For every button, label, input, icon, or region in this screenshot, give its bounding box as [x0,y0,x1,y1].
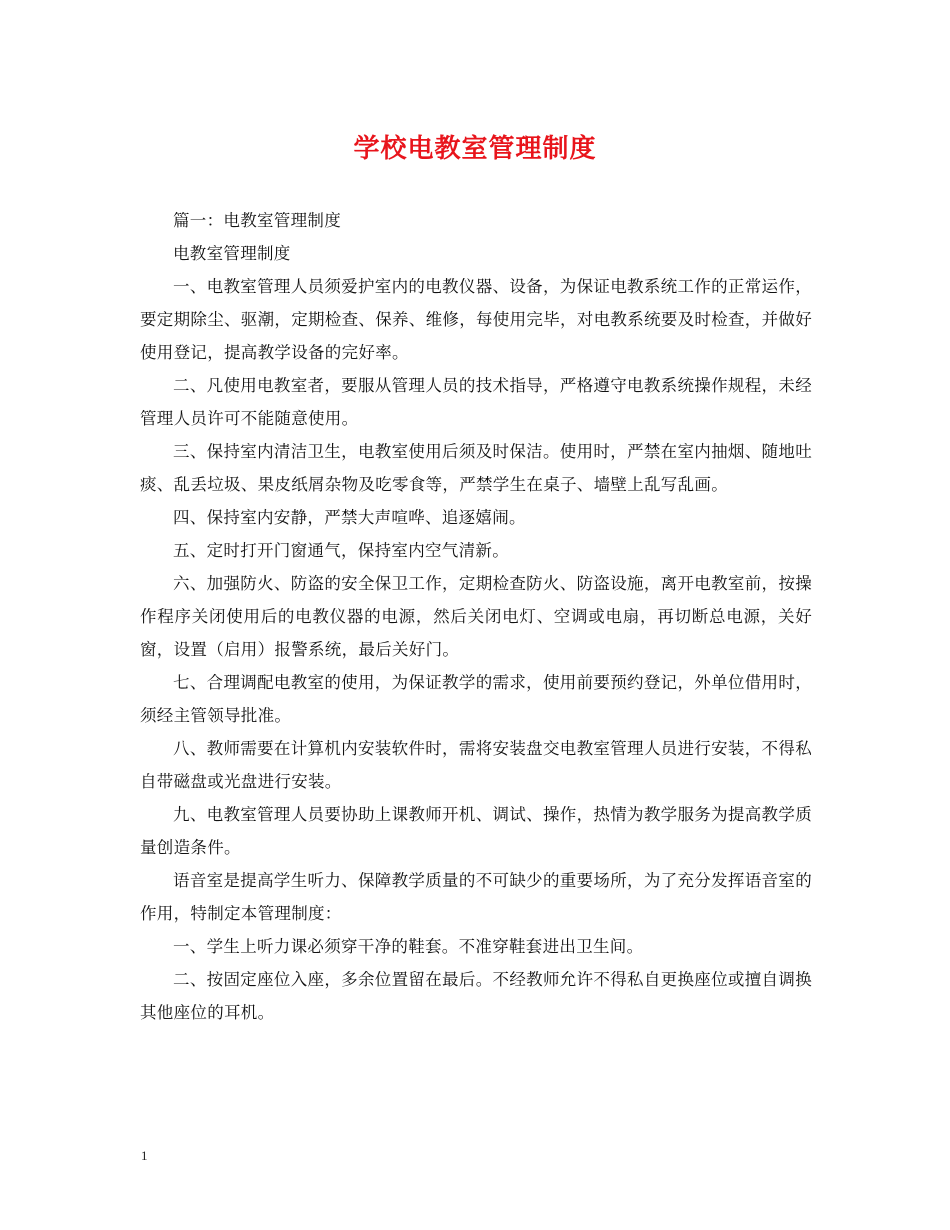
body-paragraph: 语音室是提高学生听力、保障教学质量的不可缺少的重要场所，为了充分发挥语音室的作用，特制定本管理制度： [140,871,812,923]
body-paragraph: 九、电教室管理人员要协助上课教师开机、调试、操作，热情为教学服务为提高教学质量创造条件。 [140,805,812,857]
body-paragraph: 三、保持室内清洁卫生，电教室使用后须及时保洁。使用时，严禁在室内抽烟、随地吐痰、乱丢垃圾、果皮纸屑杂物及吃零食等，严禁学生在桌子、墙壁上乱写乱画。 [140,442,812,494]
subsection-heading: 电教室管理制度 [173,244,291,263]
body-paragraph: 一、学生上听力课必须穿干净的鞋套。不准穿鞋套进出卫生间。 [173,937,644,956]
document-body [140,204,812,1029]
body-paragraph: 六、加强防火、防盗的安全保卫工作，定期检查防火、防盗设施，离开电教室前，按操作程序关闭使用后的电教仪器的电源，然后关闭电灯、空调或电扇，再切断总电源，关好窗，设置（启用）报警系统，最后关好门。 [140,574,812,659]
section-heading: 篇一：电教室管理制度 [173,211,341,230]
body-paragraph: 二、凡使用电教室者，要服从管理人员的技术指导，严格遵守电教系统操作规程，未经管理人员许可不能随意使用。 [140,376,812,428]
page-number: 1 [141,1148,148,1163]
body-paragraph: 二、按固定座位入座，多余位置留在最后。不经教师允许不得私自更换座位或擅自调换其他座位的耳机。 [140,970,812,1022]
body-paragraph: 一、电教室管理人员须爱护室内的电教仪器、设备，为保证电教系统工作的正常运作，要定期除尘、驱潮，定期检查、保养、维修，每使用完毕，对电教系统要及时检查，并做好使用登记，提高教学设备的完好率。 [140,277,812,362]
body-paragraph: 四、保持室内安静，严禁大声喧哗、追逐嬉闹。 [173,508,526,527]
body-paragraph: 五、定时打开门窗通气，保持室内空气清新。 [173,541,509,560]
document-title: 学校电教室管理制度 [353,134,597,164]
body-paragraph: 七、合理调配电教室的使用，为保证教学的需求，使用前要预约登记，外单位借用时，须经主管领导批准。 [140,673,812,725]
body-paragraph: 八、教师需要在计算机内安装软件时，需将安装盘交电教室管理人员进行安装，不得私自带磁盘或光盘进行安装。 [140,739,812,791]
